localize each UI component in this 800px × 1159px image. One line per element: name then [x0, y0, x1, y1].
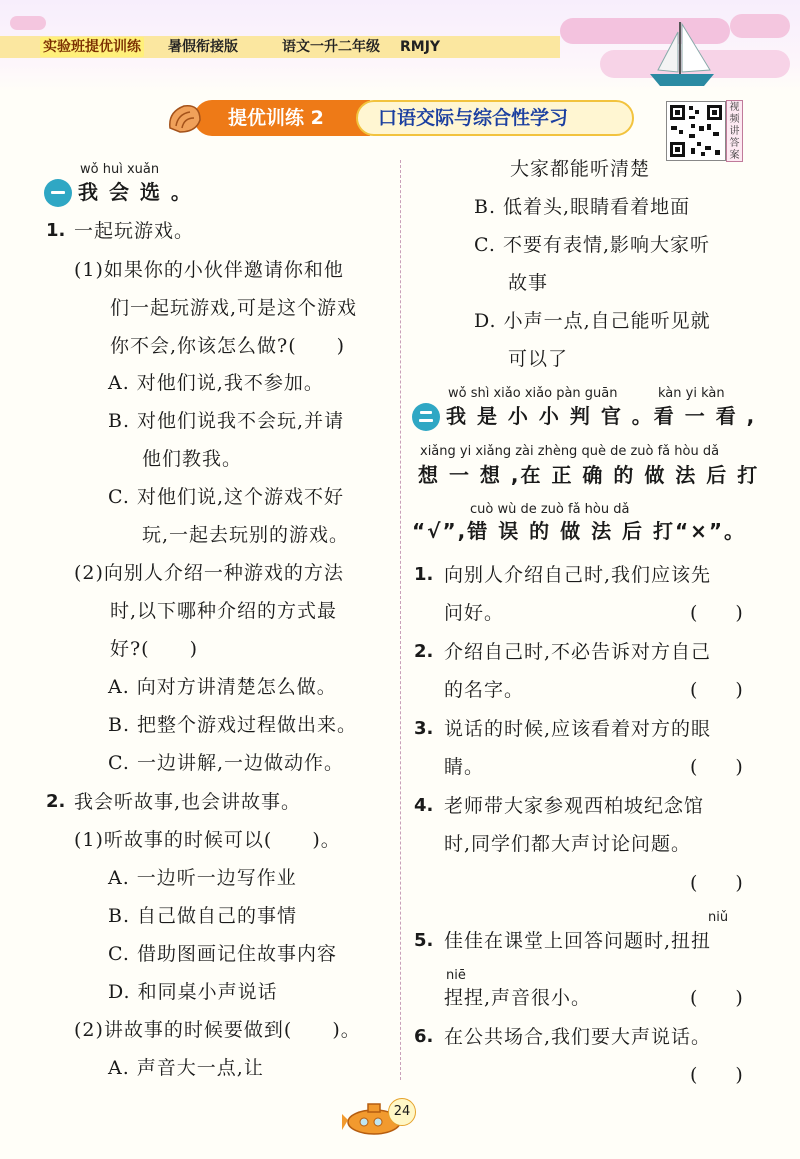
option-c: C. 对他们说,这个游戏不好	[108, 486, 344, 508]
section2-pinyin: cuò wù de zuò fǎ hòu dǎ	[470, 502, 630, 517]
option-a: A. 向对方讲清楚怎么做。	[108, 676, 337, 698]
option-d: D. 小声一点,自己能听见就	[474, 310, 711, 332]
item-text: 捏捏,声音很小。	[444, 987, 592, 1009]
option-d: D. 和同桌小声说话	[108, 981, 278, 1003]
option-a-continued: 大家都能听清楚	[510, 158, 651, 180]
item-text: 向别人介绍自己时,我们应该先	[444, 564, 712, 586]
subquestion-line: 你不会,你该怎么做?( )	[110, 335, 346, 357]
option-a: A. 声音大一点,让	[108, 1057, 264, 1079]
answer-blank[interactable]: ( )	[690, 1064, 743, 1086]
question-stem: 我会听故事,也会讲故事。	[74, 791, 302, 813]
option-b: B. 低着头,眼睛看着地面	[474, 196, 691, 218]
section2-title-line1: 我 是 小 小 判 官 。看 一 看 ,	[446, 404, 757, 428]
title-banner	[166, 100, 634, 136]
section2-pinyin: wǒ shì xiǎo xiǎo pàn guān	[448, 386, 618, 401]
subquestion-line: 好?( )	[110, 638, 199, 660]
option-b: B. 自己做自己的事情	[108, 905, 298, 927]
training-title: 提优训练 2	[194, 100, 370, 136]
subquestion-line: 时,以下哪种介绍的方式最	[110, 600, 338, 622]
option-c: C. 借助图画记住故事内容	[108, 943, 337, 965]
cloud-decoration	[10, 16, 46, 30]
conch-shell-icon	[166, 102, 202, 134]
sailboat-icon	[640, 20, 720, 90]
section-number-one-icon	[44, 179, 72, 207]
item-text: 老师带大家参观西柏坡纪念馆	[444, 795, 705, 817]
question-number: 2.	[46, 791, 66, 812]
section1-title: 我 会 选 。	[78, 180, 193, 204]
question-number: 1.	[46, 220, 66, 241]
answer-blank[interactable]: ( )	[690, 756, 743, 778]
item-text: 佳佳在课堂上回答问题时,扭扭	[444, 930, 712, 952]
item-number: 6.	[414, 1026, 434, 1047]
answer-blank[interactable]: ( )	[690, 679, 743, 701]
option-b: B. 把整个游戏过程做出来。	[108, 714, 358, 736]
subquestion-line: (2)向别人介绍一种游戏的方法	[74, 562, 344, 584]
item-text: 的名字。	[444, 679, 525, 701]
answer-blank[interactable]: ( )	[690, 872, 743, 894]
pinyin-annotation: niǔ	[708, 910, 729, 925]
subquestion-line: 们一起玩游戏,可是这个游戏	[110, 297, 358, 319]
pinyin-annotation: niē	[446, 968, 466, 983]
option-d-continued: 可以了	[508, 348, 569, 370]
item-text: 介绍自己时,不必告诉对方自己	[444, 641, 712, 663]
item-text: 在公共场合,我们要大声说话。	[444, 1026, 712, 1048]
option-c-continued: 玩,一起去玩别的游戏。	[142, 524, 350, 546]
option-b-continued: 他们教我。	[142, 448, 243, 470]
subquestion-line: (2)讲故事的时候要做到( )。	[74, 1019, 361, 1041]
topic-title: 口语交际与综合性学习	[356, 100, 634, 136]
subject-label: 语文一升二年级	[282, 39, 380, 55]
answer-blank[interactable]: ( )	[690, 987, 743, 1009]
item-number: 1.	[414, 564, 434, 585]
item-text: 时,同学们都大声讨论问题。	[444, 833, 692, 855]
option-c-continued: 故事	[508, 272, 549, 294]
item-number: 2.	[414, 641, 434, 662]
section2-title-line2: 想 一 想 ,在 正 确 的 做 法 后 打	[418, 463, 760, 487]
item-text: 说话的时候,应该看着对方的眼	[444, 718, 712, 740]
option-a: A. 一边听一边写作业	[108, 867, 297, 889]
answer-blank[interactable]: ( )	[690, 602, 743, 624]
page-number: 24	[388, 1098, 416, 1126]
section2-pinyin: xiǎng yi xiǎng zài zhèng què de zuò fǎ hòu dǎ	[420, 444, 720, 459]
option-c: C. 一边讲解,一边做动作。	[108, 752, 344, 774]
option-a: A. 对他们说,我不参加。	[108, 372, 324, 394]
section2-pinyin: kàn yi kàn	[658, 386, 725, 401]
item-number: 4.	[414, 795, 434, 816]
series-name: 实验班提优训练	[40, 37, 144, 57]
option-b: B. 对他们说我不会玩,并请	[108, 410, 345, 432]
item-text: 问好。	[444, 602, 505, 624]
section2-title-line3: “√”,错 误 的 做 法 后 打“×”。	[412, 519, 747, 543]
subquestion-line: (1)听故事的时候可以( )。	[74, 829, 341, 851]
cloud-decoration	[730, 14, 790, 38]
column-divider	[400, 160, 401, 1080]
item-number: 5.	[414, 930, 434, 951]
section1-pinyin: wǒ huì xuǎn	[80, 162, 160, 177]
question-stem: 一起玩游戏。	[74, 220, 195, 242]
qr-label: 视频讲答案	[726, 100, 743, 162]
option-c: C. 不要有表情,影响大家听	[474, 234, 710, 256]
subquestion-line: (1)如果你的小伙伴邀请你和他	[74, 259, 344, 281]
item-text: 睛。	[444, 756, 485, 778]
publisher-code: RMJY	[400, 39, 441, 55]
section-number-two-icon	[412, 403, 440, 431]
edition-label: 暑假衔接版	[168, 39, 238, 55]
qr-code-icon[interactable]	[666, 101, 726, 161]
item-number: 3.	[414, 718, 434, 739]
